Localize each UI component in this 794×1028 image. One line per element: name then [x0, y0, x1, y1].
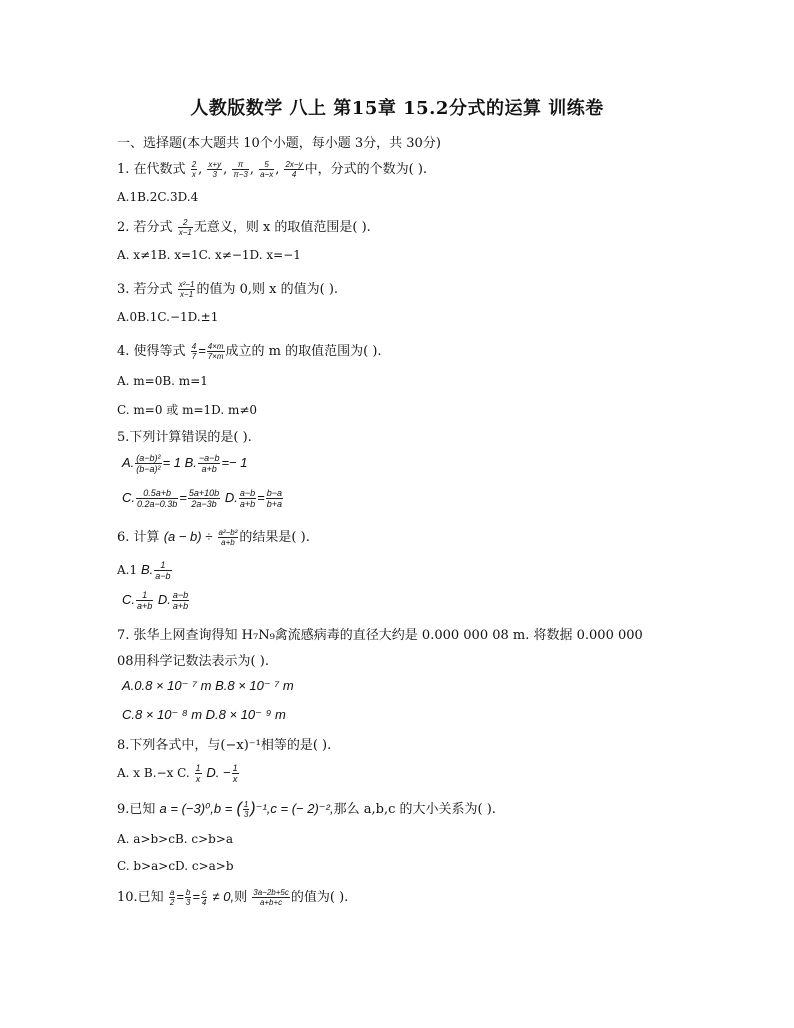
- q9-prefix: 9.已知: [117, 802, 156, 817]
- q4-options-1: A. m=0B. m=1: [117, 374, 208, 388]
- q9-expr-a: a = (−3)⁰,b =: [159, 801, 233, 816]
- q7-options-1: A.0.8 × 10⁻ ⁷ m B.8 × 10⁻ ⁷ m: [122, 678, 294, 693]
- q1-frac-5: $\frac{2x-y}{4}$: [285, 160, 303, 179]
- q4-prefix: 4. 使得等式: [117, 344, 186, 359]
- q9-paren-left: (: [236, 800, 242, 817]
- q2-suffix: 无意义，则 x 的取值范围是( ).: [193, 220, 371, 235]
- q4-options-2: C. m=0 或 m=1D. m≠0: [117, 403, 258, 417]
- q10-prefix: 10.已知: [117, 890, 164, 905]
- q6-b-frac: $\frac{1}{a-b}$: [155, 560, 171, 581]
- q4-frac-1: $\frac{4}{7}$: [191, 342, 197, 361]
- q1-frac-2: $\frac{x+y}{3}$: [208, 160, 222, 179]
- q5-options-ab: A. $\frac{\text{(a−b)²}}{\text{(b−a)²}}$ = 1 B. $\frac{-a-b}{a+b}$ =− 1: [122, 453, 248, 474]
- q1-options: A.1B.2C.3D.4: [117, 190, 199, 204]
- q6-frac: $\frac{\text{a²−b²}}{a+b}$: [218, 528, 238, 547]
- q6-suffix: 的结果是( ).: [239, 530, 310, 545]
- q1-suffix: 中，分式的个数为( ).: [304, 162, 428, 177]
- question-10: 10.已知 $\frac{a}{2}$ = $\frac{b}{3}$ = $\frac{c}{4}$ ≠ 0,则 $\frac{3a-2b+5c}{a+b+c}$ 的值为( ).: [117, 888, 349, 907]
- q10-frac-expr: $\frac{3a-2b+5c}{a+b+c}$: [253, 888, 289, 907]
- q9-options-1: A. a>b>cB. c>b>a: [117, 832, 234, 846]
- q7-options-2: C.8 × 10⁻ ⁸ m D.8 × 10⁻ ⁹ m: [122, 707, 286, 722]
- question-2: [117, 216, 371, 237]
- q5-c-frac-1: $\frac{0.5a+b}{0.2a-0.3b}$: [137, 488, 178, 509]
- q10-frac-c: $\frac{c}{4}$: [201, 888, 207, 907]
- q1-prefix: 1. 在代数式: [117, 162, 186, 177]
- q4-frac-2: $\frac{4\times m}{7\times m}$: [207, 342, 224, 361]
- section-heading: 一、选择题(本大题共 10个小题，每小题 3分，共 30分): [117, 136, 441, 151]
- q9-suffix: 那么 a,b,c 的大小关系为( ).: [333, 802, 496, 817]
- q6-d-frac: $\frac{a-b}{a+b}$: [172, 590, 189, 611]
- q3-prefix: 3. 若分式: [117, 282, 173, 297]
- q8-d-frac: $\frac{1}{x}$: [232, 763, 238, 784]
- q9-b-frac: $\frac{1}{3}$: [243, 800, 249, 819]
- question-4: [117, 340, 382, 361]
- q6-options-ab: A.1 B. $\frac{1}{a-b}$: [117, 560, 171, 581]
- question-7-line-2: 08用科学记数法表示为( ).: [117, 654, 269, 669]
- q5-d-frac-2: $\frac{b-a}{b+a}$: [266, 488, 282, 509]
- q8-c-frac: $\frac{1}{x}$: [195, 763, 201, 784]
- question-7-line-1: 7. 张华上网查询得知 H₇N₉禽流感病毒的直径大约是 0.000 000 08 m. 将数据 0.000 000: [117, 628, 643, 643]
- q10-suffix: 的值为( ).: [290, 890, 349, 905]
- question-5: 5.下列计算错误的是( ).: [117, 430, 252, 445]
- q6-options-cd: C. $\frac{1}{a+b}$ D. $\frac{a-b}{a+b}$: [122, 590, 189, 611]
- q9-paren-right: ): [250, 800, 256, 817]
- q6-expression: (a − b) ÷: [163, 529, 213, 544]
- q3-options: A.0B.1C.−1D.±1: [117, 310, 219, 324]
- q1-frac-3: $\frac{\pi}{\pi-3}$: [233, 160, 248, 179]
- question-9: [117, 798, 496, 819]
- q6-c-frac: $\frac{1}{a+b}$: [137, 590, 153, 611]
- q2-prefix: 2. 若分式: [117, 220, 173, 235]
- q10-not-equal: ≠ 0,: [212, 889, 235, 904]
- q5-options-cd: C. $\frac{0.5a+b}{0.2a-0.3b}$ = $\frac{5a+10b}{2a-3b}$ D. $\frac{a-b}{a+b}$ = $\frac{b-a}{b+a}$: [122, 488, 282, 509]
- q5-d-frac-1: $\frac{a-b}{a+b}$: [239, 488, 256, 509]
- q10-frac-a: $\frac{a}{2}$: [169, 888, 175, 907]
- q9-options-2: C. b>a>cD. c>a>b: [117, 859, 234, 873]
- q1-frac-1: $\frac{2}{x}$: [191, 160, 197, 179]
- q3-suffix: 的值为 0,则 x 的值为( ).: [196, 282, 339, 297]
- page-title: 人教版数学 八上 第15章 15.2分式的运算 训练卷: [190, 98, 604, 119]
- q4-equals: =: [198, 343, 206, 358]
- q2-options: A. x≠1B. x=1C. x≠−1D. x=−1: [117, 248, 301, 262]
- q1-frac-4: $\frac{5}{a-x}$: [260, 160, 274, 179]
- q8-options: A. x B.−x C. $\frac{1}{x}$ D. − $\frac{1}{x}$: [117, 763, 238, 784]
- question-6: [117, 526, 310, 547]
- q10-frac-b: $\frac{b}{3}$: [185, 888, 191, 907]
- q5-b-frac: $\frac{-a-b}{a+b}$: [198, 453, 220, 474]
- question-8: 8.下列各式中，与(−x)⁻¹相等的是( ).: [117, 738, 332, 753]
- q10-mid: 则: [234, 890, 248, 905]
- q9-expr-c: ⁻¹,c = (− 2)⁻²,: [255, 801, 334, 816]
- q3-frac: $\frac{\text{x²−1}}{x-1}$: [178, 280, 195, 299]
- q6-prefix: 6. 计算: [117, 530, 160, 545]
- q2-frac: $\frac{2}{x-1}$: [178, 218, 192, 237]
- question-1: 1. 在代数式 $\frac{2}{x}$ , $\frac{x+y}{3}$ , $\frac{\pi}{\pi-3}$ , $\frac{5}{a-x}$ , $\frac{2x-y}{4}$ 中，分式的个数为( ).: [117, 160, 428, 179]
- q4-suffix: 成立的 m 的取值范围为( ).: [225, 344, 382, 359]
- question-3: [117, 278, 338, 299]
- q5-a-frac: $\frac{\text{(a−b)²}}{\text{(b−a)²}}$: [136, 453, 161, 474]
- q5-c-frac-2: $\frac{5a+10b}{2a-3b}$: [188, 488, 220, 509]
